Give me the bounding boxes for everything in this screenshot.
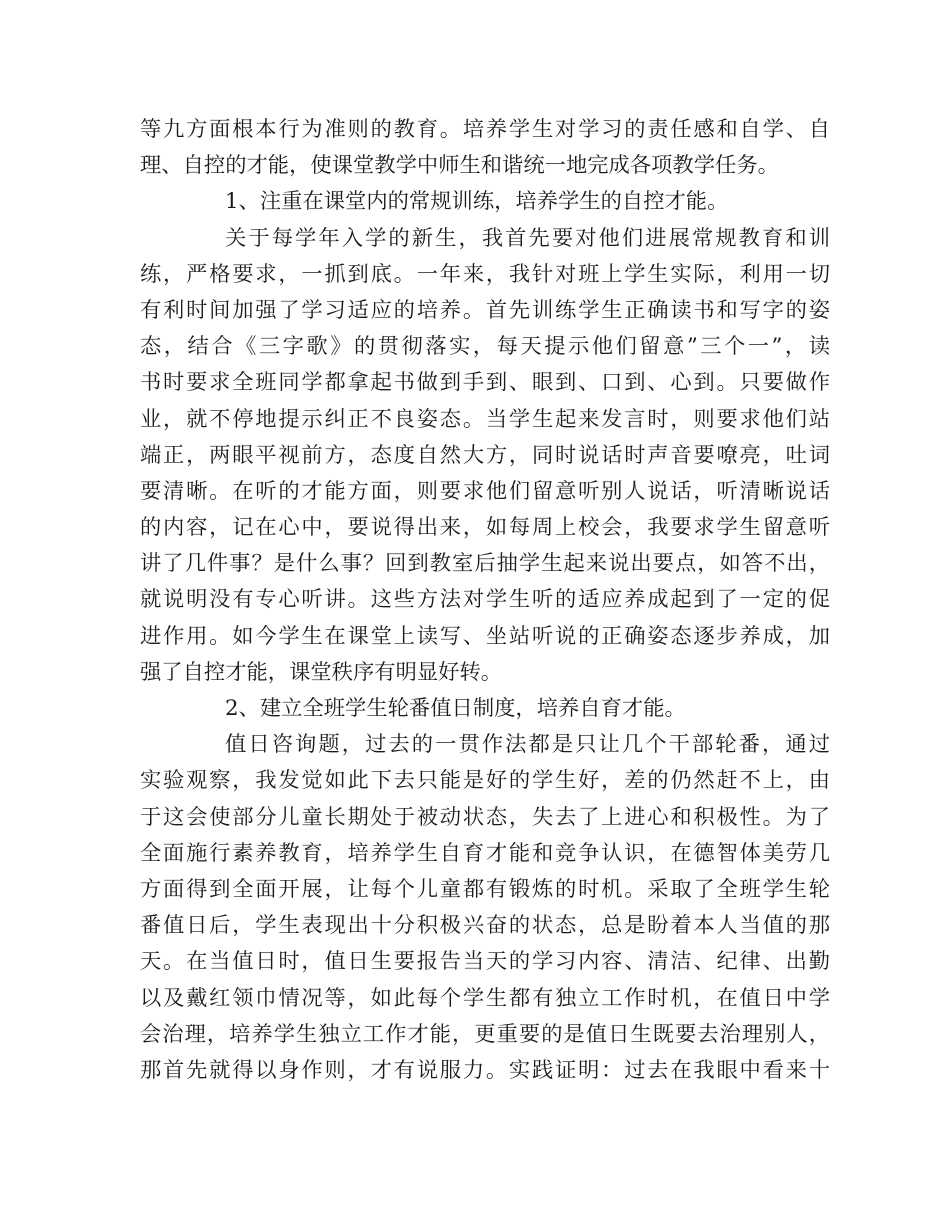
- section-heading: 2、建立全班学生轮番值日制度，培养自育才能。: [225, 696, 686, 721]
- text-line: 就说明没有专心听讲。这些方法对学生听的适应养成起到了一定的促: [140, 587, 830, 613]
- text-line: 书时要求全班同学都拿起书做到手到、眼到、口到、心到。只要做作: [140, 370, 830, 396]
- text-line: 讲了几件事？是什么事？回到教室后抽学生起来说出要点，如答不出，: [140, 551, 830, 577]
- text-line: 番值日后，学生表现出十分积极兴奋的状态，总是盼着本人当值的那: [140, 913, 830, 939]
- text-line: 端正，两眼平视前方，态度自然大方，同时说话时声音要嘹亮，吐词: [140, 442, 830, 468]
- text-line: 全面施行素养教育，培养学生自育才能和竞争认识，在德智体美劳几: [140, 840, 830, 866]
- text-line: 进作用。如今学生在课堂上读写、坐站听说的正确姿态逐步养成，加: [140, 623, 830, 649]
- document-page: [140, 112, 830, 1089]
- text-line: 理、自控的才能，使课堂教学中师生和谐统一地完成各项教学任务。: [140, 153, 779, 179]
- text-line: 天。在当值日时，值日生要报告当天的学习内容、清洁、纪律、出勤: [140, 949, 830, 975]
- text-line: 值日咨询题，过去的一贯作法都是只让几个干部轮番，通过: [225, 732, 830, 758]
- text-line: 方面得到全面开展，让每个儿童都有锻炼的时机。采取了全班学生轮: [140, 876, 830, 902]
- text-line: 业，就不停地提示纠正不良姿态。当学生起来发言时，则要求他们站: [140, 406, 830, 432]
- text-line: 关于每学年入学的新生，我首先要对他们进展常规教育和训: [225, 225, 830, 251]
- text-line: 有利时间加强了学习适应的培养。首先训练学生正确读书和写字的姿: [140, 297, 830, 323]
- text-line: 练，严格要求，一抓到底。一年来，我针对班上学生实际，利用一切: [140, 261, 830, 287]
- text-line: 实验观察，我发觉如此下去只能是好的学生好，差的仍然赶不上，由: [140, 768, 830, 794]
- text-line: 等九方面根本行为准则的教育。培养学生对学习的责任感和自学、自: [140, 117, 830, 142]
- text-line: 强了自控才能，课堂秩序有明显好转。: [140, 659, 503, 685]
- text-line: 要清晰。在听的才能方面，则要求他们留意听别人说话，听清晰说话: [140, 478, 830, 504]
- text-line: 以及戴红领巾情况等，如此每个学生都有独立工作时机，在值日中学: [140, 985, 830, 1011]
- section-heading: 1、注重在课堂内的常规训练，培养学生的自控才能。: [225, 189, 729, 215]
- text-line: 于这会使部分儿童长期处于被动状态，失去了上进心和积极性。为了: [140, 804, 830, 830]
- text-line: 会治理，培养学生独立工作才能，更重要的是值日生既要去治理别人，: [140, 1021, 830, 1047]
- text-line: 那首先就得以身作则，才有说服力。实践证明：过去在我眼中看来十: [140, 1057, 830, 1083]
- text-line: 态，结合《三字歌》的贯彻落实，每天提示他们留意”三个一”，读: [140, 334, 830, 360]
- text-line: 的内容，记在心中，要说得出来，如每周上校会，我要求学生留意听: [140, 515, 830, 541]
